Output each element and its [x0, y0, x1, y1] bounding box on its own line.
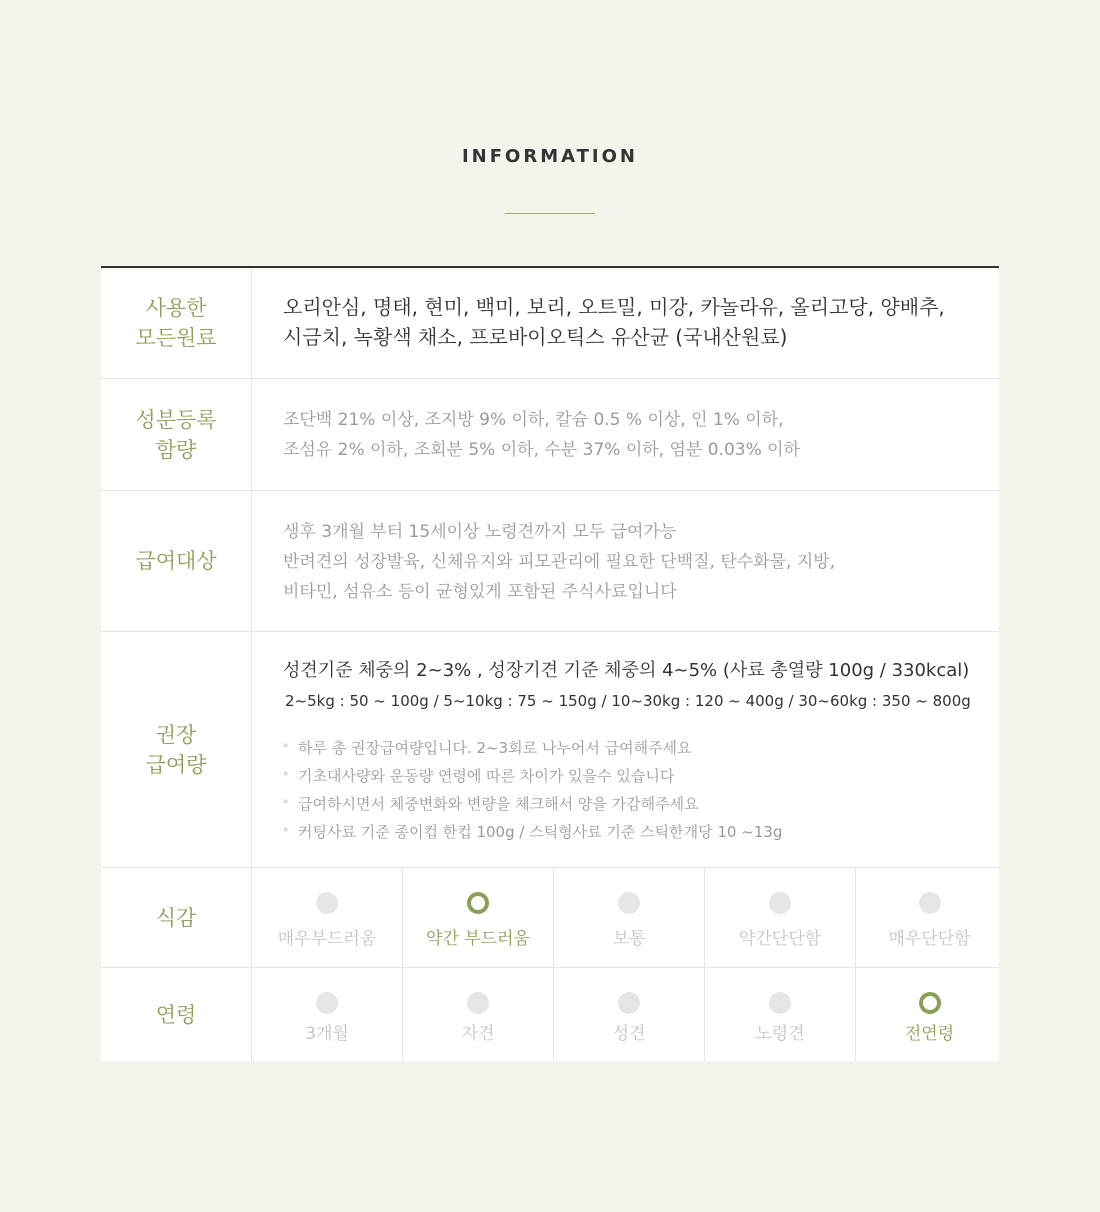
page-title: INFORMATION: [461, 146, 638, 167]
analysis-content: [252, 379, 999, 490]
age-option: [856, 968, 1003, 1061]
target-label: [101, 491, 252, 631]
analysis-label-line: 함량: [155, 437, 197, 462]
note-star-icon: *: [283, 741, 289, 754]
texture-option-label: 약간 부드러움: [426, 929, 530, 949]
radio-dot-icon: [316, 892, 338, 914]
feeding-row: [101, 632, 999, 868]
age-row: [101, 968, 999, 1061]
age-option-label: 3개월: [305, 1024, 349, 1044]
ingredients-content: [252, 268, 999, 378]
age-option: [554, 968, 705, 1061]
age-option: [403, 968, 554, 1061]
age-option: [252, 968, 403, 1061]
radio-dot-icon: [467, 992, 489, 1014]
target-content: [252, 491, 999, 631]
feeding-notes: [283, 734, 999, 846]
feeding-content: [252, 632, 999, 867]
texture-label: [101, 868, 252, 967]
ingredients-label-line: 사용한: [145, 296, 207, 320]
feeding-label-line: 급여량: [145, 752, 207, 777]
info-table: [101, 266, 999, 1061]
radio-dot-icon: [618, 892, 640, 914]
analysis-label-line: 성분등록: [135, 407, 217, 432]
feeding-note-text: 기초대사량와 운동량 연령에 따른 차이가 있을수 있습니다: [298, 767, 675, 785]
age-label-text: 연령: [155, 1002, 197, 1027]
age-option-label: 노령견: [755, 1024, 805, 1044]
feeding-label: [101, 632, 252, 867]
feeding-label-line: 권장: [155, 722, 197, 747]
texture-option-label: 매우부드러움: [277, 929, 377, 949]
age-options: [252, 968, 1003, 1061]
texture-option: [403, 868, 554, 967]
feeding-note-text: 급여하시면서 체중변화와 변량을 체크해서 양을 가감해주세요: [298, 795, 699, 813]
feeding-main-text: 성견기준 체중의 2~3% , 성장기견 기준 체중의 4~5% (사료 총열량 100g / 330kcal): [283, 660, 970, 681]
feeding-note-text: 커팅사료 기준 종이컵 한컵 100g / 스틱형사료 기준 스틱한개당 10 ~13g: [298, 823, 783, 841]
feeding-note: [283, 734, 999, 762]
radio-dot-icon: [618, 992, 640, 1014]
texture-option: [856, 868, 1003, 967]
age-option-label: 성견: [612, 1024, 646, 1044]
texture-row: [101, 868, 999, 968]
note-star-icon: *: [283, 769, 289, 782]
age-label: [101, 968, 252, 1061]
target-line: 비타민, 섬유소 등이 균형있게 포함된 주식사료입니다: [283, 582, 677, 602]
texture-option-label: 매우단단함: [888, 929, 971, 949]
target-line: 생후 3개월 부터 15세이상 노령견까지 모두 급여가능: [283, 522, 677, 542]
texture-option-label: 보통: [612, 929, 646, 949]
feeding-note: [283, 818, 999, 846]
feeding-note: [283, 762, 999, 790]
texture-label-text: 식감: [155, 905, 197, 930]
age-option-label: 자견: [461, 1024, 495, 1044]
radio-dot-icon: [467, 892, 489, 914]
ingredients-row: [101, 268, 999, 379]
ingredients-line: 시금치, 녹황색 채소, 프로바이오틱스 유산균 (국내산원료): [283, 325, 788, 349]
feeding-ranges-text: 2~5kg : 50 ~ 100g / 5~10kg : 75 ~ 150g / 10~30kg : 120 ~ 400g / 30~60kg : 350 ~ 800g: [285, 692, 971, 710]
radio-dot-icon: [316, 992, 338, 1014]
radio-dot-icon: [769, 992, 791, 1014]
analysis-line: 조섬유 2% 이하, 조회분 5% 이하, 수분 37% 이하, 염분 0.03% 이하: [283, 440, 800, 460]
radio-dot-icon: [769, 892, 791, 914]
age-option-label: 전연령: [904, 1024, 955, 1044]
ingredients-line: 오리안심, 명태, 현미, 백미, 보리, 오트밀, 미강, 카놀라유, 올리고당, 양배추,: [283, 295, 945, 319]
radio-dot-icon: [919, 992, 941, 1014]
analysis-label: [101, 379, 252, 490]
target-label-line: 급여대상: [135, 549, 217, 573]
radio-dot-icon: [919, 892, 941, 914]
analysis-row: [101, 379, 999, 491]
note-star-icon: *: [283, 797, 289, 810]
feeding-note: [283, 790, 999, 818]
texture-option-label: 약간단단함: [738, 929, 822, 949]
age-option: [705, 968, 856, 1061]
note-star-icon: *: [283, 825, 289, 838]
target-line: 반려견의 성장발육, 신체유지와 피모관리에 필요한 단백질, 탄수화물, 지방,: [283, 552, 836, 572]
target-row: [101, 491, 999, 632]
texture-option: [554, 868, 705, 967]
feeding-note-text: 하루 총 권장급여량입니다. 2~3회로 나누어서 급여해주세요: [298, 739, 692, 757]
analysis-line: 조단백 21% 이상, 조지방 9% 이하, 칼슘 0.5 % 이상, 인 1% 이하,: [283, 410, 784, 430]
ingredients-label: [101, 268, 252, 378]
texture-option: [705, 868, 856, 967]
texture-options: [252, 868, 1003, 967]
title-divider: [505, 213, 595, 214]
ingredients-label-line: 모든원료: [135, 326, 217, 350]
texture-option: [252, 868, 403, 967]
